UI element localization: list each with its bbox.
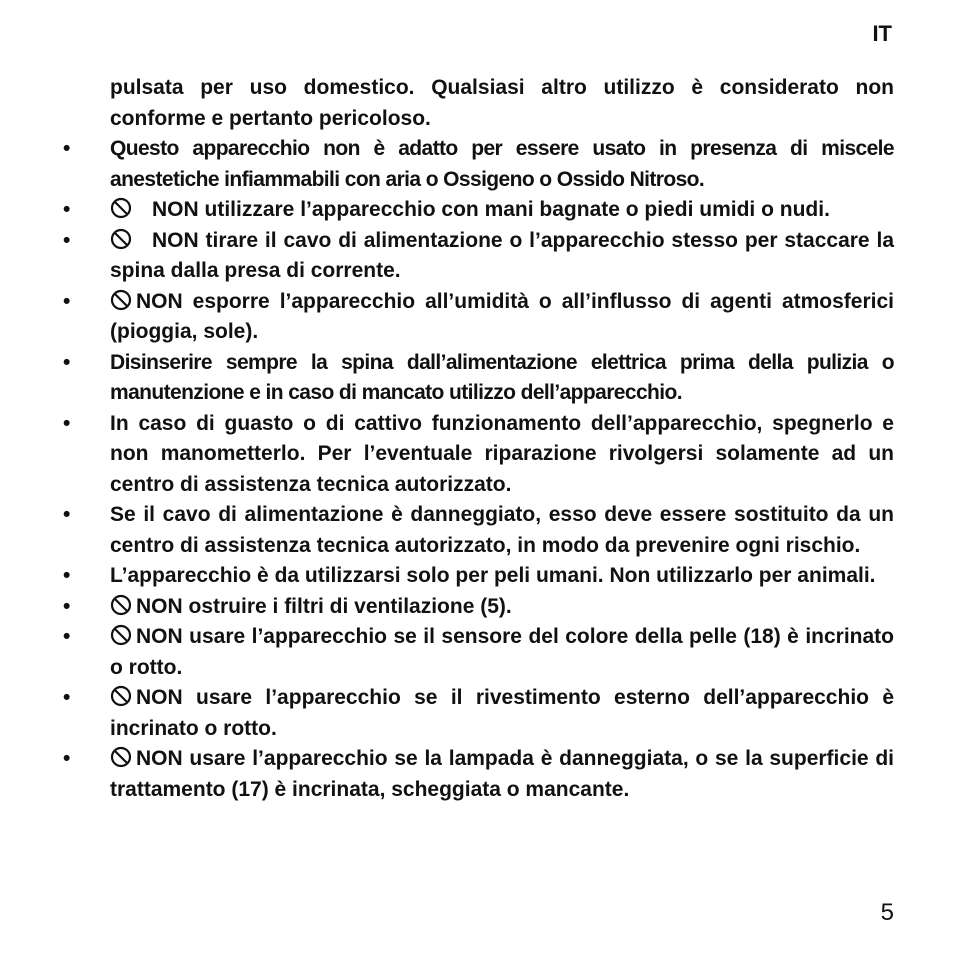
bullet-icon: •	[63, 564, 71, 587]
bullet-icon: •	[63, 137, 70, 160]
list-item	[63, 287, 894, 348]
bullet-icon: •	[63, 411, 71, 435]
list-item	[63, 561, 894, 592]
item-text: Questo apparecchio non è adatto per essere usato in presenza di miscele anestetiche infiammabili con aria o Ossigeno o Ossido Nitroso.	[110, 137, 894, 191]
prohibition-icon	[110, 746, 132, 768]
item-text: Disinserire sempre la spina dall’alimentazione elettrica prima della pulizia o manutenzione e in caso di mancato utilizzo dell’apparecchio.	[110, 350, 894, 404]
item-text: In caso di guasto o di cattivo funzionamento dell’apparecchio, spegnerlo e non manometterlo. Per l’eventuale riparazione rivolgersi solamente ad un centro di assistenza tecnica autorizzato.	[110, 411, 894, 496]
list-item	[63, 592, 894, 623]
bullet-icon: •	[63, 289, 71, 313]
item-text: NON ostruire i filtri di ventilazione (5).	[136, 594, 512, 618]
list-item	[63, 683, 894, 744]
item-text: NON tirare il cavo di alimentazione o l’apparecchio stesso per staccare la spina dalla presa di corrente.	[110, 228, 894, 282]
list-item	[63, 409, 894, 501]
bullet-icon: •	[63, 198, 71, 221]
list-item	[63, 348, 894, 409]
list-item	[63, 195, 894, 226]
bullet-icon: •	[63, 594, 71, 618]
item-text: NON utilizzare l’apparecchio con mani bagnate o piedi umidi o nudi.	[152, 198, 830, 221]
bullet-icon: •	[63, 686, 71, 709]
list-item	[63, 226, 894, 287]
bullet-icon: •	[63, 228, 71, 252]
prohibition-icon	[110, 624, 132, 646]
item-text: NON usare l’apparecchio se il sensore del colore della pelle (18) è incrinato o rotto.	[110, 625, 894, 679]
bullet-icon: •	[63, 747, 71, 770]
list-item	[63, 622, 894, 683]
bullet-icon: •	[63, 625, 71, 648]
page-number: 5	[880, 899, 894, 926]
list-item	[63, 744, 894, 805]
bullet-icon: •	[63, 350, 70, 374]
item-text: NON esporre l’apparecchio all’umidità o all’influsso di agenti atmosferici (pioggia, sole).	[110, 289, 894, 343]
intro-paragraph: pulsata per uso domestico. Qualsiasi altro utilizzo è considerato non conforme e pertanto pericoloso.	[110, 76, 894, 130]
item-text: NON usare l’apparecchio se il rivestimento esterno dell’apparecchio è incrinato o rotto.	[110, 686, 894, 740]
prohibition-icon	[110, 228, 132, 250]
prohibition-icon	[110, 197, 132, 219]
prohibition-icon	[110, 685, 132, 707]
prohibition-icon	[110, 289, 132, 311]
item-text: NON usare l’apparecchio se la lampada è danneggiata, o se la superficie di trattamento (17) è incrinata, scheggiata o mancante.	[110, 747, 894, 801]
list-item	[63, 134, 894, 195]
item-text: Se il cavo di alimentazione è danneggiato, esso deve essere sostituito da un centro di assistenza tecnica autorizzato, in modo da prevenire ogni rischio.	[110, 503, 894, 557]
warnings-section	[63, 73, 894, 805]
item-text: L’apparecchio è da utilizzarsi solo per peli umani. Non utilizzarlo per animali.	[110, 564, 876, 587]
list-item	[63, 500, 894, 561]
prohibition-icon	[110, 594, 132, 616]
language-code: IT	[872, 21, 892, 46]
bullet-icon: •	[63, 503, 71, 526]
